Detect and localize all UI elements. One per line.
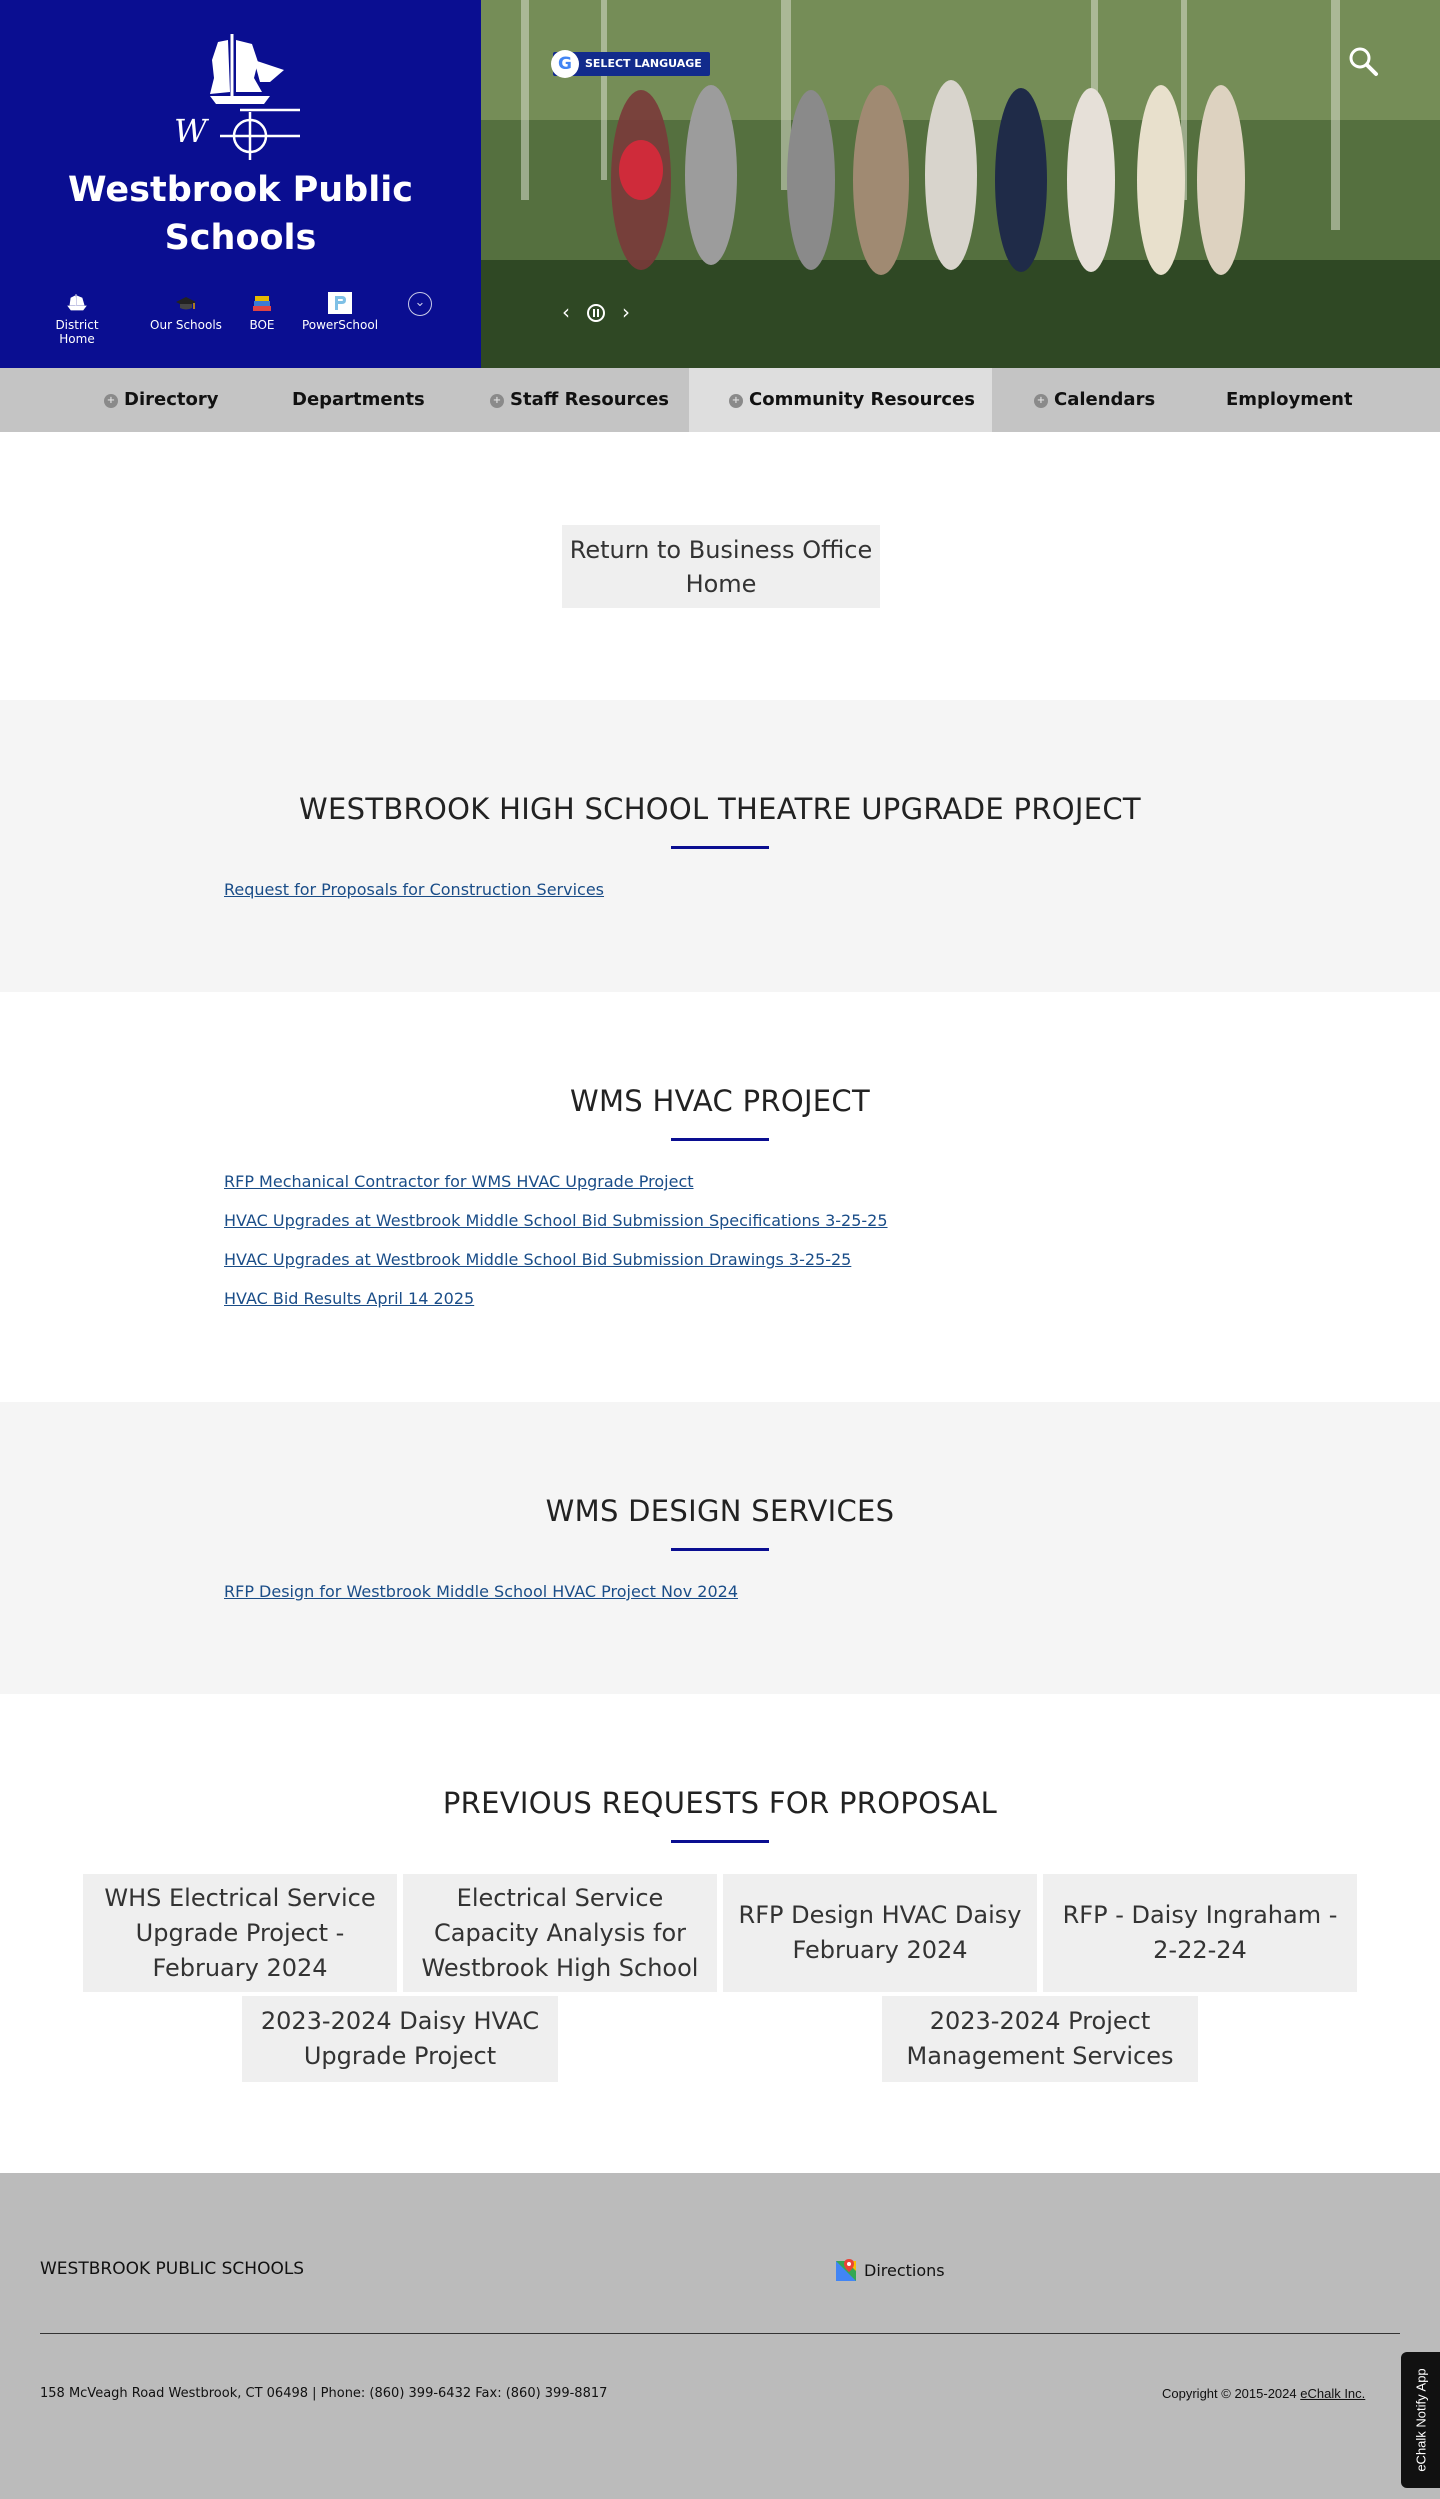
books-icon <box>250 292 274 314</box>
ship-icon <box>65 292 89 314</box>
powerschool-icon <box>328 292 352 314</box>
title-underline <box>671 1138 769 1141</box>
title-underline <box>671 1548 769 1551</box>
return-business-office-button[interactable]: Return to Business Office Home <box>562 525 880 608</box>
rfp-button-daisy-hvac-upgrade[interactable]: 2023-2024 Daisy HVAC Upgrade Project <box>242 1996 558 2082</box>
footer-copyright: Copyright © 2015-2024 eChalk Inc. <box>1162 2386 1366 2401</box>
link-rfp-mechanical[interactable]: RFP Mechanical Contractor for WMS HVAC Upgrade Project <box>224 1172 694 1191</box>
link-hvac-bid-results[interactable]: HVAC Bid Results April 14 2025 <box>224 1289 475 1308</box>
site-footer <box>0 2173 1440 2499</box>
section-wms-design <box>0 1402 1440 1694</box>
rfp-button-whs-electrical[interactable]: WHS Electrical Service Upgrade Project - February 2024 <box>83 1874 397 1992</box>
svg-text:W: W <box>174 112 207 150</box>
section-theatre-upgrade <box>0 700 1440 992</box>
expand-icon: + <box>104 394 118 408</box>
nav-departments[interactable]: Departments <box>292 389 425 410</box>
quick-link-powerschool[interactable]: PowerSchool <box>300 292 380 332</box>
chevron-down-circle-icon[interactable]: ⌄ <box>408 292 432 316</box>
slide-prev-icon[interactable]: ‹ <box>562 300 570 324</box>
link-rfp-construction[interactable]: Request for Proposals for Construction Services <box>224 880 605 899</box>
title-underline <box>671 846 769 849</box>
slideshow-controls <box>553 300 643 326</box>
main-nav <box>0 368 1440 432</box>
link-rfp-design-wms[interactable]: RFP Design for Westbrook Middle School HVAC Project Nov 2024 <box>224 1582 738 1601</box>
site-title: Westbrook Public Schools <box>68 170 413 258</box>
hero-slideshow <box>481 0 1440 368</box>
echalk-notify-app-tab[interactable]: eChalk Notify App <box>1401 2352 1440 2488</box>
section-previous-rfps <box>0 1694 1440 2173</box>
rfp-button-project-management[interactable]: 2023-2024 Project Management Services <box>882 1996 1198 2082</box>
site-header <box>0 0 1440 368</box>
footer-district-name: WESTBROOK PUBLIC SCHOOLS <box>40 2259 305 2279</box>
rfp-button-electrical-capacity[interactable]: Electrical Service Capacity Analysis for Westbrook High School <box>403 1874 717 1992</box>
section-wms-hvac <box>0 992 1440 1402</box>
link-hvac-drawings[interactable]: HVAC Upgrades at Westbrook Middle School Bid Submission Drawings 3-25-25 <box>224 1250 852 1269</box>
directions-link[interactable]: Directions <box>836 2259 945 2281</box>
expand-icon: + <box>1034 394 1048 408</box>
section-title: WMS HVAC PROJECT <box>569 1084 870 1118</box>
select-language-button[interactable]: G SELECT LANGUAGE <box>553 52 710 76</box>
district-logo[interactable] <box>170 26 310 161</box>
quick-link-district-home[interactable]: District Home <box>46 292 108 346</box>
nav-employment[interactable]: Employment <box>1226 389 1353 410</box>
quick-link-our-schools[interactable]: Our Schools <box>150 292 222 332</box>
google-icon: G <box>551 50 579 78</box>
quick-link-boe[interactable]: BOE <box>244 292 280 332</box>
slide-next-icon[interactable]: › <box>622 300 630 324</box>
expand-icon: + <box>490 394 504 408</box>
nav-staff-resources[interactable]: + Staff Resources <box>486 368 673 432</box>
section-title: WMS DESIGN SERVICES <box>545 1494 895 1528</box>
title-underline <box>671 1840 769 1843</box>
section-title: WESTBROOK HIGH SCHOOL THEATRE UPGRADE PROJECT <box>299 792 1141 826</box>
section-title: PREVIOUS REQUESTS FOR PROPOSAL <box>442 1786 998 1820</box>
slide-pause-icon[interactable] <box>583 300 609 326</box>
map-pin-icon <box>836 2259 856 2281</box>
rfp-button-design-hvac-daisy[interactable]: RFP Design HVAC Daisy February 2024 <box>723 1874 1037 1992</box>
nav-directory[interactable]: + Directory <box>100 368 222 432</box>
nav-calendars[interactable]: + Calendars <box>1030 368 1159 432</box>
expand-icon: + <box>729 394 743 408</box>
echalk-link[interactable]: eChalk Inc. <box>1300 2386 1366 2401</box>
quick-links <box>30 292 450 346</box>
rfp-button-daisy-ingraham[interactable]: RFP - Daisy Ingraham - 2-22-24 <box>1043 1874 1357 1992</box>
link-hvac-specifications[interactable]: HVAC Upgrades at Westbrook Middle School Bid Submission Specifications 3-25-25 <box>224 1211 888 1230</box>
graduation-cap-icon <box>174 292 198 314</box>
footer-address: 158 McVeagh Road Westbrook, CT 06498 | Phone: (860) 399-6432 Fax: (860) 399-8817 <box>40 2386 608 2401</box>
nav-community-resources[interactable]: + Community Resources <box>689 368 992 432</box>
search-icon[interactable] <box>1346 44 1380 78</box>
brand-panel <box>0 0 481 368</box>
footer-divider <box>40 2333 1400 2334</box>
